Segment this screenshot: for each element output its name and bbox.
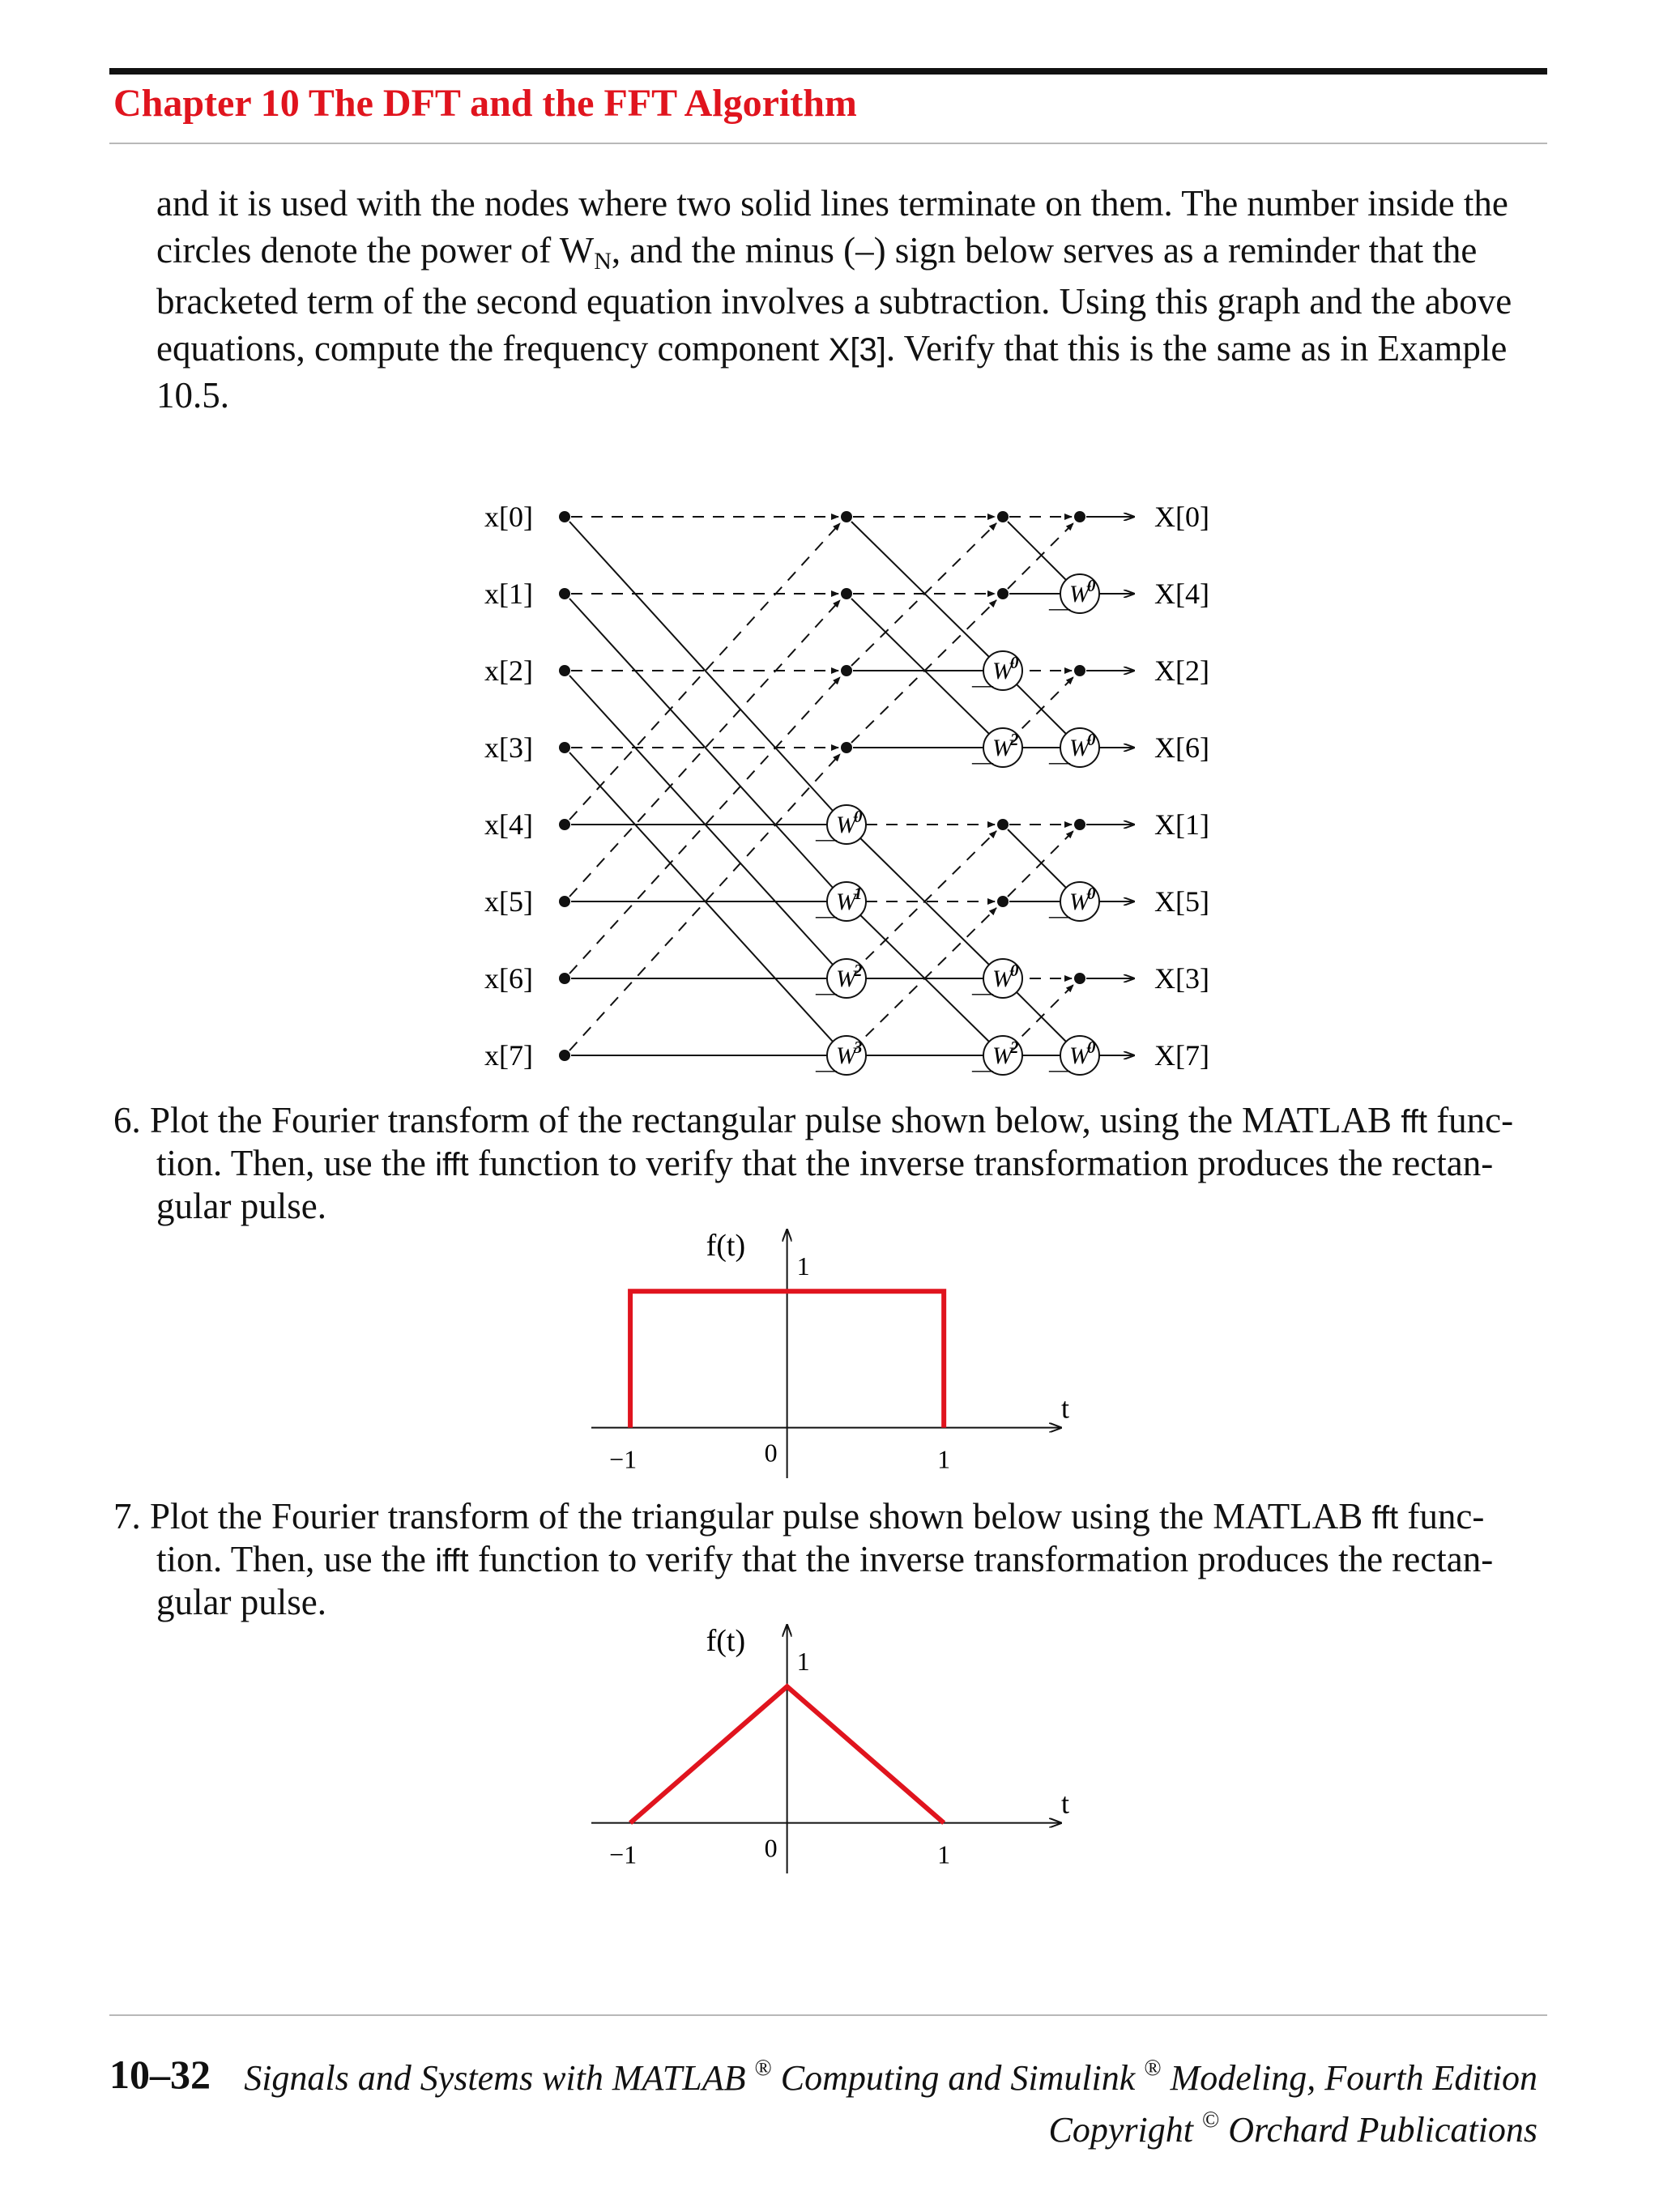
stage1-solid-diag bbox=[569, 522, 834, 812]
stage2-twiddle bbox=[971, 959, 1022, 1004]
input-label: x[0] bbox=[484, 501, 533, 533]
y-tick-label: 1 bbox=[796, 1251, 810, 1281]
header-rule bbox=[109, 68, 1547, 75]
x-tick-label: −1 bbox=[609, 1839, 638, 1869]
input-node bbox=[559, 1050, 570, 1061]
stage1-solid-diag bbox=[569, 752, 834, 1042]
input-label: x[2] bbox=[484, 654, 533, 687]
input-label: x[1] bbox=[484, 578, 533, 610]
chapter-title: Chapter 10 The DFT and the FFT Algorithm bbox=[113, 82, 857, 125]
stage1-node bbox=[841, 511, 852, 522]
output-label: X[7] bbox=[1154, 1039, 1209, 1072]
stage2-solid-diag bbox=[851, 829, 990, 965]
stage1-node bbox=[841, 588, 852, 599]
stage2-solid-diag bbox=[851, 522, 990, 658]
stage2-twiddle-minus: — bbox=[972, 981, 993, 1004]
output-label: X[4] bbox=[1154, 578, 1209, 610]
stage2-twiddle-minus: — bbox=[972, 1058, 993, 1081]
stage2-twiddle-label: W bbox=[992, 658, 1013, 684]
stage2-twiddle-label: W bbox=[992, 735, 1013, 761]
footer-copyright: Copyright © Orchard Publications bbox=[1048, 2108, 1537, 2150]
output-label: X[0] bbox=[1154, 501, 1209, 533]
stage2-solid-diag bbox=[851, 906, 990, 1042]
output-label: X[6] bbox=[1154, 731, 1209, 764]
input-label: x[6] bbox=[484, 962, 533, 995]
output-label: X[5] bbox=[1154, 885, 1209, 918]
stage2-twiddle-label: W bbox=[992, 1042, 1013, 1069]
problem-7-line-1: 7. Plot the Fourier transform of the triangular pulse shown below using the MATLAB fft func- bbox=[113, 1496, 1485, 1536]
footer-divider bbox=[109, 2014, 1547, 2016]
stage2-twiddle bbox=[971, 651, 1022, 697]
problem-7-line-2: tion. Then, use the ifft function to verify that the inverse transformation produces the rectan- bbox=[156, 1539, 1494, 1579]
x-tick-label: 0 bbox=[764, 1438, 778, 1468]
stage1-node bbox=[841, 665, 852, 676]
stage1-twiddle bbox=[815, 882, 866, 927]
stage3-twiddle-minus: — bbox=[1049, 1058, 1070, 1081]
intro-line-3: bracketed term of the second equation involves a subtraction. Using this graph and the above bbox=[156, 281, 1512, 322]
stage2-twiddle-power: 2 bbox=[1010, 730, 1019, 749]
intro-line-1: and it is used with the nodes where two solid lines terminate on them. The number inside the bbox=[156, 183, 1508, 224]
header-divider bbox=[109, 143, 1547, 144]
stage3-twiddle-minus: — bbox=[1049, 904, 1070, 927]
y-axis-label: f(t) bbox=[706, 1229, 746, 1263]
stage3-twiddle-power: 0 bbox=[1087, 1038, 1096, 1057]
stage1-node bbox=[841, 742, 852, 753]
stage1-twiddle bbox=[815, 1036, 866, 1081]
fft-flow-graph bbox=[0, 486, 1659, 1102]
x-tick-label: 1 bbox=[937, 1839, 951, 1869]
x-tick-label: −1 bbox=[609, 1444, 638, 1474]
stage1-twiddle-minus: — bbox=[816, 904, 837, 927]
stage1-twiddle-power: 1 bbox=[854, 884, 863, 903]
stage3-node bbox=[1074, 665, 1085, 676]
stage1-twiddle bbox=[815, 805, 866, 850]
output-label: X[1] bbox=[1154, 808, 1209, 841]
stage3-solid-diag bbox=[1008, 522, 1067, 581]
stage1-solid-diag bbox=[569, 676, 834, 965]
stage1-twiddle-power: 0 bbox=[854, 807, 863, 826]
stage2-twiddle bbox=[971, 1036, 1022, 1081]
input-node bbox=[559, 973, 570, 984]
problem-6-line-2: tion. Then, use the ifft function to verify that the inverse transformation produces the rectan- bbox=[156, 1143, 1494, 1183]
stage2-node bbox=[997, 819, 1009, 830]
input-node bbox=[559, 665, 570, 676]
y-tick-label: 1 bbox=[796, 1647, 810, 1677]
x-axis-label: t bbox=[1061, 1787, 1069, 1820]
stage3-twiddle-label: W bbox=[1069, 735, 1090, 761]
stage2-node bbox=[997, 896, 1009, 907]
stage1-twiddle-label: W bbox=[836, 889, 856, 915]
stage3-twiddle-minus: — bbox=[1049, 750, 1070, 774]
stage1-twiddle-minus: — bbox=[816, 1058, 837, 1081]
stage2-twiddle bbox=[971, 728, 1022, 774]
stage1-twiddle-minus: — bbox=[816, 827, 837, 850]
stage3-twiddle-power: 0 bbox=[1087, 730, 1096, 749]
stage2-twiddle-power: 2 bbox=[1010, 1038, 1019, 1057]
stage1-twiddle-power: 2 bbox=[854, 961, 863, 980]
stage1-twiddle-label: W bbox=[836, 965, 856, 992]
input-node bbox=[559, 588, 570, 599]
stage1-twiddle bbox=[815, 959, 866, 1004]
stage3-solid-diag bbox=[1008, 829, 1067, 889]
stage2-twiddle-power: 0 bbox=[1010, 961, 1019, 980]
stage2-twiddle-label: W bbox=[992, 965, 1013, 992]
y-axis-label: f(t) bbox=[706, 1624, 746, 1658]
stage2-solid-diag bbox=[851, 599, 990, 735]
stage3-node bbox=[1074, 973, 1085, 984]
stage3-twiddle-power: 0 bbox=[1087, 884, 1096, 903]
input-label: x[7] bbox=[484, 1039, 533, 1072]
stage1-twiddle-power: 3 bbox=[854, 1038, 863, 1057]
input-node bbox=[559, 819, 570, 830]
stage3-twiddle bbox=[1048, 882, 1099, 927]
page-number: 10–32 bbox=[109, 2052, 211, 2097]
x-axis-label: t bbox=[1061, 1392, 1069, 1425]
stage3-twiddle-label: W bbox=[1069, 889, 1090, 915]
stage1-solid-diag bbox=[569, 599, 834, 889]
x-tick-label: 1 bbox=[937, 1444, 951, 1474]
intro-line-2: circles denote the power of $W_N$, and the minus (–) sign below serves as a reminder that the bbox=[156, 230, 1478, 275]
stage3-dashed-diag bbox=[1008, 523, 1073, 589]
stage2-twiddle-minus: — bbox=[972, 750, 993, 774]
footer-book-title: Signals and Systems with MATLAB ® Computing and Simulink ® Modeling, Fourth Edition bbox=[244, 2056, 1537, 2098]
input-node bbox=[559, 896, 570, 907]
stage3-dashed-diag bbox=[1008, 831, 1073, 897]
stage3-twiddle-minus: — bbox=[1049, 596, 1070, 620]
problem-6-line-1: 6. Plot the Fourier transform of the rectangular pulse shown below, using the MATLAB fft func- bbox=[113, 1100, 1514, 1140]
intro-line-4: equations, compute the frequency component X[3]. Verify that this is the same as in Example bbox=[156, 328, 1508, 369]
x-tick-label: 0 bbox=[764, 1833, 778, 1863]
stage2-twiddle-power: 0 bbox=[1010, 653, 1019, 672]
input-label: x[4] bbox=[484, 808, 533, 841]
stage3-twiddle-label: W bbox=[1069, 581, 1090, 607]
input-node bbox=[559, 742, 570, 753]
stage3-node bbox=[1074, 511, 1085, 522]
triangular-pulse-chart bbox=[583, 1618, 1069, 1877]
stage1-twiddle-label: W bbox=[836, 1042, 856, 1069]
input-node bbox=[559, 511, 570, 522]
problem-7-line-3: gular pulse. bbox=[156, 1582, 326, 1622]
stage2-twiddle-minus: — bbox=[972, 673, 993, 697]
output-label: X[3] bbox=[1154, 962, 1209, 995]
intro-line-5: 10.5. bbox=[156, 375, 229, 416]
stage1-twiddle-label: W bbox=[836, 812, 856, 838]
stage3-twiddle bbox=[1048, 574, 1099, 620]
output-label: X[2] bbox=[1154, 654, 1209, 687]
stage3-twiddle-label: W bbox=[1069, 1042, 1090, 1069]
rectangular-pulse-chart bbox=[583, 1223, 1069, 1482]
stage2-node bbox=[997, 511, 1009, 522]
stage3-twiddle bbox=[1048, 728, 1099, 774]
fft-nodes bbox=[559, 511, 1099, 1081]
stage3-node bbox=[1074, 819, 1085, 830]
stage3-twiddle-power: 0 bbox=[1087, 576, 1096, 595]
input-label: x[3] bbox=[484, 731, 533, 764]
stage1-twiddle-minus: — bbox=[816, 981, 837, 1004]
problem-6-line-3: gular pulse. bbox=[156, 1186, 326, 1226]
input-label: x[5] bbox=[484, 885, 533, 918]
stage3-twiddle bbox=[1048, 1036, 1099, 1081]
stage2-node bbox=[997, 588, 1009, 599]
